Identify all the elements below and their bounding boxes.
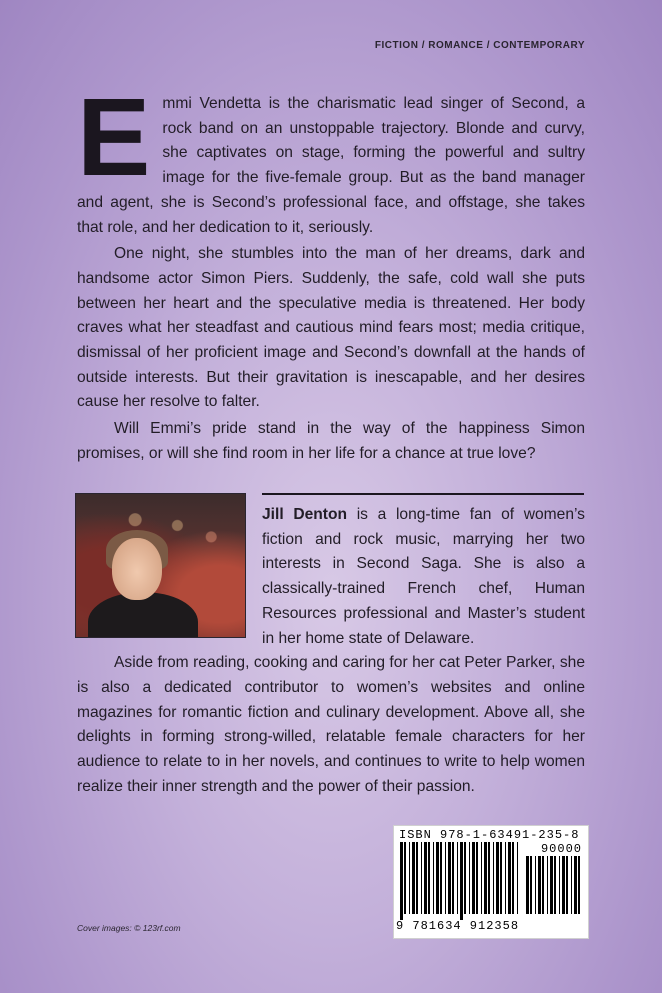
barcode-bar <box>452 842 454 914</box>
barcode-bar <box>457 842 458 914</box>
barcode-bar <box>505 842 506 914</box>
author-bio <box>77 503 585 799</box>
price-code: 90000 <box>540 842 582 856</box>
ean-number: 9 781634 912358 <box>396 919 520 933</box>
barcode-bar <box>424 842 427 914</box>
drop-cap: E <box>77 76 151 199</box>
barcode-bar <box>409 842 410 914</box>
barcode-bar <box>412 842 415 914</box>
barcode-bar <box>535 856 536 914</box>
barcode-bar <box>476 842 478 914</box>
ean-bars <box>400 842 522 920</box>
barcode-bar <box>428 842 430 914</box>
blurb-paragraph-3: Will Emmi’s pride stand in the way of the happiness Simon promises, or will she find room in her life for a chance at true love? <box>77 420 585 462</box>
book-blurb <box>77 76 585 467</box>
barcode-bar <box>554 856 556 914</box>
barcode-bar <box>574 856 577 914</box>
barcode-bar <box>542 856 544 914</box>
barcode-bar <box>566 856 568 914</box>
barcode-bar <box>472 842 475 914</box>
section-divider <box>262 493 584 495</box>
genre-label: FICTION / ROMANCE / CONTEMPORARY <box>374 40 585 51</box>
isbn-barcode <box>393 825 589 939</box>
cover-credit: Cover images: © 123rf.com <box>77 923 181 933</box>
bio-text-1: is a long-time fan of women’s fiction and rock music, marrying her two interests in Second Saga. She is also a classically-trained French chef, Human Resources professional and Master’s student in her home state of Delaware. <box>262 506 585 647</box>
barcode-bar <box>517 842 518 914</box>
barcode-bar <box>550 856 553 914</box>
barcode-bar <box>512 842 514 914</box>
barcode-bar <box>440 842 442 914</box>
barcode-bar <box>436 842 439 914</box>
barcode-bar <box>464 842 466 914</box>
barcode-bar <box>538 856 541 914</box>
barcode-bar <box>496 842 499 914</box>
blurb-paragraph-2: One night, she stumbles into the man of her dreams, dark and handsome actor Simon Piers. Suddenly, the safe, cold wall she puts between her heart and the speculative media is threatened. Her body craves what her steadfast and cautious mind fears most; media critique, dismissal of her proficient image and Second’s downfall at the hands of outside interests. But their gravitation is inescapable, and her desires cause her resolve to falter. <box>77 245 585 411</box>
barcode-bar <box>484 842 487 914</box>
barcode-bar <box>559 856 560 914</box>
barcode-bar <box>404 842 406 914</box>
barcode-bar <box>445 842 446 914</box>
barcode-bar <box>469 842 470 914</box>
isbn-number: ISBN 978-1-63491-235-8 <box>399 828 580 842</box>
barcode-bar <box>508 842 511 914</box>
barcode-bar <box>493 842 494 914</box>
author-name: Jill Denton <box>262 506 348 523</box>
barcode-bar <box>416 842 418 914</box>
barcode-bar <box>448 842 451 914</box>
barcode-bar <box>488 842 490 914</box>
barcode-bar <box>526 856 529 914</box>
barcode-bar <box>433 842 434 914</box>
bio-paragraph-2: Aside from reading, cooking and caring for her cat Peter Parker, she is also a dedicated contributor to women’s websites and online magazines for romantic fiction and culinary development. Above all, she delights in forming strong-willed, relatable female characters for her audience to relate to in her novels, and continues to write to help women realize their inner strength and the power of their passion. <box>77 654 585 795</box>
addon-bars <box>526 856 582 920</box>
barcode-bar <box>562 856 565 914</box>
barcode-bar <box>421 842 422 914</box>
barcode-bar <box>400 842 403 920</box>
barcode-bar <box>530 856 532 914</box>
barcode-bar <box>571 856 572 914</box>
blurb-paragraph-1: mmi Vendetta is the charismatic lead singer of Second, a rock band on an unstoppable trajectory. Blonde and curvy, she captivates on stage, forming the powerful and sultry image for the five-female group. But as the band manager and agent, she is Second’s professional face, and offstage, she takes that role, and her dedication to it, seriously. <box>77 95 585 236</box>
barcode-bar <box>500 842 502 914</box>
barcode-bar <box>481 842 482 914</box>
barcode-bar <box>547 856 548 914</box>
barcode-bar <box>578 856 580 914</box>
barcode-bar <box>460 842 463 920</box>
